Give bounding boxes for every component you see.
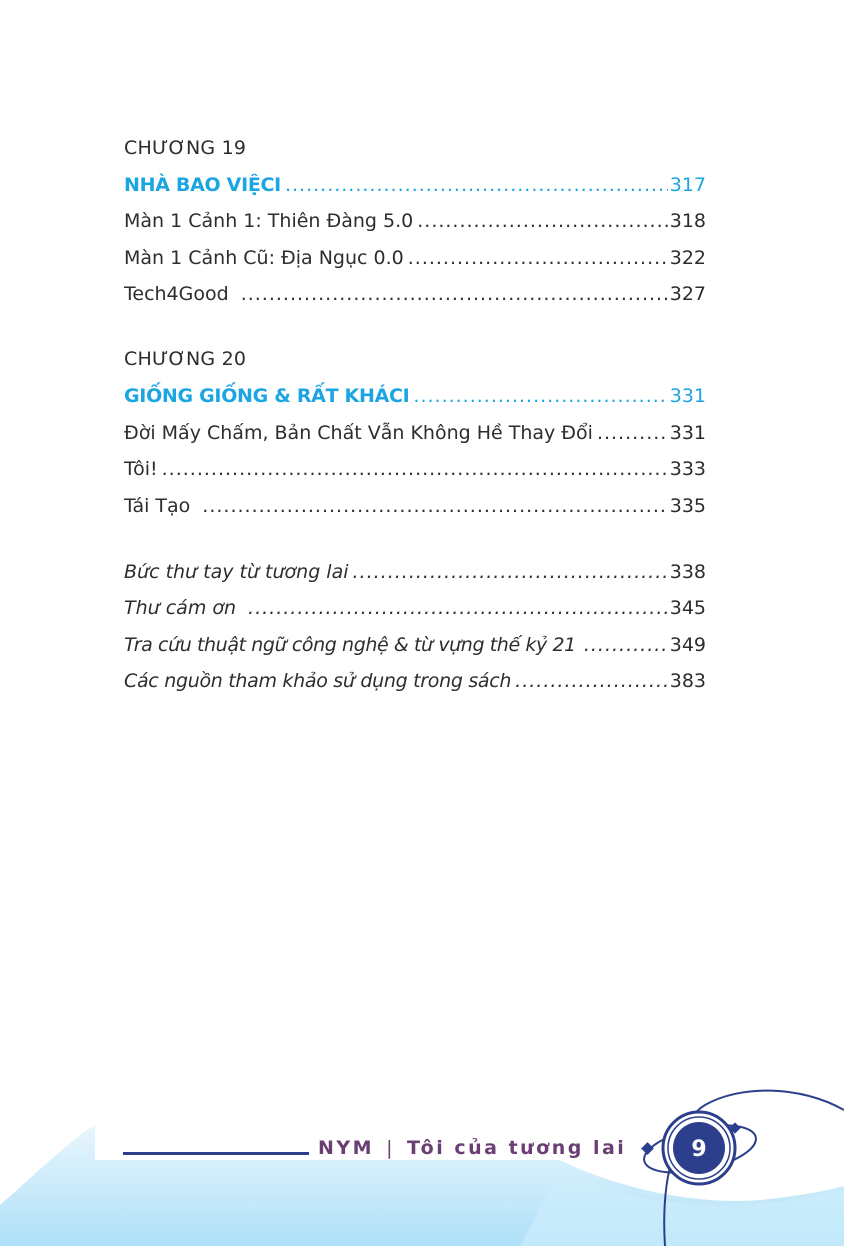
entry-title: Các nguồn tham khảo sử dụng trong sách <box>124 670 512 692</box>
entry-page: 327 <box>669 283 706 305</box>
entry-page: 383 <box>669 670 706 692</box>
toc-entry[interactable] <box>124 455 706 483</box>
entry-title: Đời Mấy Chấm, Bản Chất Vẫn Không Hề Thay Đổi <box>124 422 593 444</box>
dot-leader <box>202 492 667 520</box>
entry-page: 331 <box>669 385 706 407</box>
chapter-19-title-entry[interactable] <box>124 171 706 199</box>
footer-separator: | <box>386 1137 395 1159</box>
footer-brand: NYM <box>318 1137 375 1159</box>
entry-page: 317 <box>669 174 706 196</box>
entry-page: 322 <box>669 247 706 269</box>
dot-leader <box>584 631 668 659</box>
dot-leader <box>515 667 668 695</box>
chapter-20-title-entry[interactable] <box>124 382 706 410</box>
entry-page: 333 <box>669 458 706 480</box>
dot-leader <box>353 558 668 586</box>
toc-entry[interactable] <box>124 207 706 235</box>
entry-page: 331 <box>669 422 706 444</box>
entry-title: Tôi! <box>124 458 158 480</box>
toc-entry[interactable] <box>124 419 706 447</box>
dot-leader <box>285 171 668 199</box>
entry-page: 345 <box>669 597 706 619</box>
entry-title: Thư cám ơn <box>124 597 237 619</box>
entry-title: GIỐNG GIỐNG & RẤT KHÁCI <box>124 385 410 407</box>
dot-leader <box>597 419 668 447</box>
toc-entry[interactable] <box>124 492 706 520</box>
entry-title: Tech4Good <box>124 283 229 305</box>
entry-title: Màn 1 Cảnh Cũ: Địa Ngục 0.0 <box>124 247 404 269</box>
page-number: 9 <box>691 1136 707 1162</box>
toc-entry-appendix[interactable] <box>124 558 706 586</box>
dot-leader <box>241 280 668 308</box>
dot-leader <box>248 594 668 622</box>
entry-page: 349 <box>669 634 706 656</box>
chapter-19-label: CHƯƠNG 19 <box>124 137 247 159</box>
footer-book-title: Tôi của tương lai <box>406 1137 627 1159</box>
entry-title: Bức thư tay từ tương lai <box>124 561 349 583</box>
toc-entry[interactable] <box>124 244 706 272</box>
footer-rule <box>123 1152 309 1155</box>
entry-page: 338 <box>669 561 706 583</box>
entry-page: 335 <box>669 495 706 517</box>
toc-entry-appendix[interactable] <box>124 594 706 622</box>
dot-leader <box>417 207 668 235</box>
dot-leader <box>413 382 667 410</box>
entry-title: NHÀ BAO VIỆCI <box>124 174 281 196</box>
entry-page: 318 <box>669 210 706 232</box>
toc-entry-appendix[interactable] <box>124 667 706 695</box>
dot-leader <box>162 455 668 483</box>
chapter-20-label: CHƯƠNG 20 <box>124 348 247 370</box>
dot-leader <box>408 244 668 272</box>
entry-title: Tra cứu thuật ngữ công nghệ & từ vựng thế kỷ 21 <box>124 634 576 656</box>
running-footer <box>318 1137 626 1159</box>
entry-title: Màn 1 Cảnh 1: Thiên Đàng 5.0 <box>124 210 414 232</box>
toc-entry-appendix[interactable] <box>124 631 706 659</box>
toc-entry[interactable] <box>124 280 706 308</box>
entry-title: Tái Tạo <box>124 495 191 517</box>
